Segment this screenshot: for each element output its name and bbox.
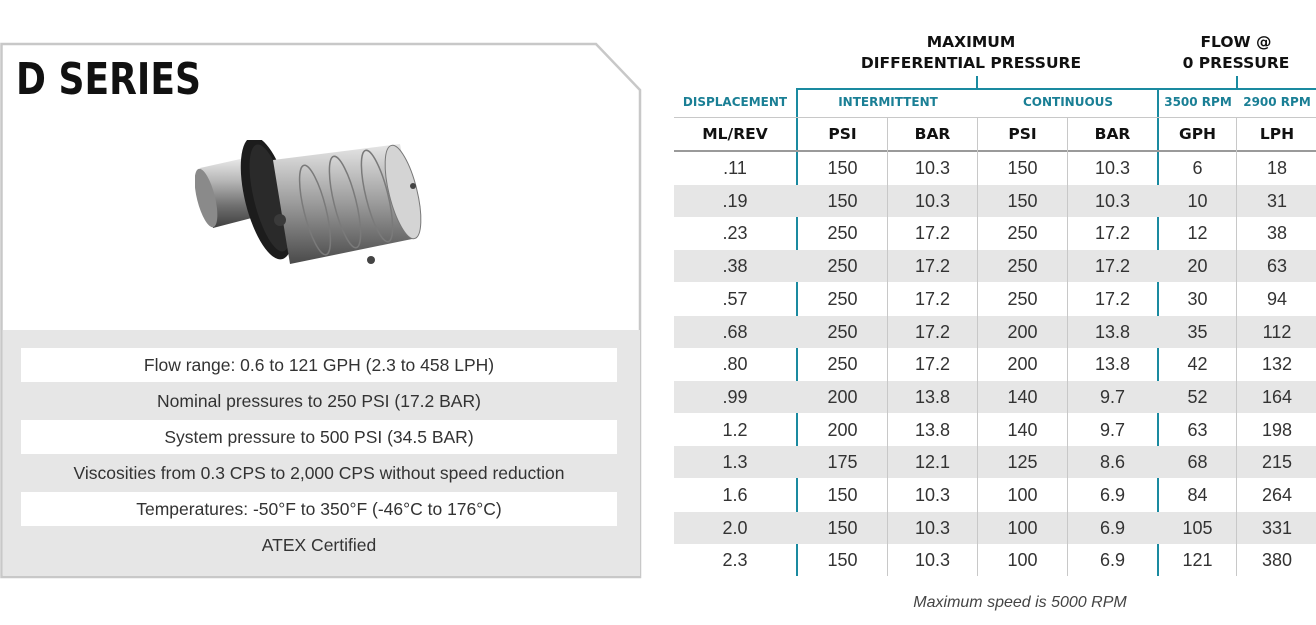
table-row	[674, 348, 1316, 380]
cell-int-bar: 17.2	[914, 321, 951, 342]
cell-cont-bar: 9.7	[1099, 419, 1126, 440]
cell-ml-rev: .23	[722, 223, 748, 244]
cell-gph: 10	[1187, 190, 1208, 211]
cell-cont-psi: 250	[1007, 223, 1038, 244]
cell-cont-bar: 10.3	[1094, 158, 1131, 178]
group-header-max-pressure	[850, 32, 1092, 74]
pump-image	[195, 140, 435, 275]
rule-subheader	[674, 117, 1316, 118]
cell-cont-psi: 100	[1007, 517, 1038, 538]
cell-cont-bar: 17.2	[1094, 288, 1131, 309]
spec-temperature: Temperatures: -50°F to 350°F (-46°C to 176°C)	[21, 492, 617, 526]
subheader-intermittent: INTERMITTENT	[838, 95, 938, 109]
cell-cont-psi: 250	[1007, 288, 1038, 309]
subheader-displacement: DISPLACEMENT	[682, 95, 788, 109]
table-row	[674, 152, 1316, 184]
cell-int-bar: 10.3	[914, 158, 951, 178]
spec-viscosity: Viscosities from 0.3 CPS to 2,000 CPS without speed reduction	[73, 462, 565, 483]
bracket-pressure-tick	[976, 76, 978, 89]
col-head-gph: GPH	[1178, 125, 1217, 143]
cell-lph: 132	[1261, 354, 1293, 375]
table-row	[674, 250, 1316, 282]
cell-int-bar: 10.3	[914, 485, 951, 505]
cell-gph: 6	[1192, 158, 1203, 178]
table-row	[674, 479, 1316, 511]
cell-int-bar: 10.3	[914, 517, 951, 538]
cell-cont-bar: 6.9	[1099, 485, 1126, 505]
spec-flow-range: Flow range: 0.6 to 121 GPH (2.3 to 458 LPH)	[21, 348, 617, 382]
cell-gph: 42	[1187, 354, 1208, 375]
cell-int-psi: 250	[827, 288, 858, 309]
cell-int-psi: 150	[827, 517, 858, 538]
cell-gph: 84	[1187, 485, 1208, 505]
cell-int-psi: 250	[827, 223, 858, 244]
table-row	[674, 544, 1316, 576]
cell-lph: 331	[1261, 517, 1293, 538]
cell-ml-rev: .38	[722, 256, 748, 277]
cell-ml-rev: .68	[722, 321, 748, 342]
cell-gph: 20	[1187, 256, 1208, 277]
cell-lph: 198	[1261, 419, 1293, 440]
cell-int-psi: 200	[827, 386, 858, 407]
cell-int-bar: 12.1	[914, 452, 951, 473]
cell-cont-bar: 8.6	[1099, 452, 1126, 473]
cell-cont-bar: 10.3	[1094, 190, 1131, 211]
col-head-cont-bar: BAR	[1094, 125, 1131, 143]
cell-int-bar: 13.8	[914, 419, 951, 440]
cell-cont-psi: 150	[1007, 158, 1038, 178]
col-separator	[887, 118, 888, 576]
bracket-flow-tick	[1236, 76, 1238, 89]
cell-lph: 31	[1266, 190, 1288, 211]
cell-ml-rev: 1.6	[722, 485, 748, 505]
cell-int-bar: 10.3	[914, 550, 951, 571]
col-separator	[977, 118, 978, 576]
table-row	[674, 414, 1316, 446]
cell-cont-bar: 6.9	[1099, 517, 1126, 538]
cell-cont-psi: 100	[1007, 550, 1038, 571]
col-head-int-bar: BAR	[914, 125, 951, 143]
cell-cont-psi: 100	[1007, 485, 1038, 505]
cell-int-psi: 150	[827, 158, 858, 178]
table-row	[674, 283, 1316, 315]
col-head-cont-psi: PSI	[1008, 125, 1037, 143]
series-title: D SERIES	[16, 54, 201, 105]
cell-cont-bar: 9.7	[1099, 386, 1126, 407]
group-header-line: 0 PRESSURE	[1182, 54, 1290, 72]
cell-cont-psi: 125	[1007, 452, 1038, 473]
cell-int-psi: 175	[827, 452, 858, 473]
cell-int-bar: 17.2	[914, 354, 951, 375]
cell-lph: 18	[1266, 158, 1288, 178]
cell-lph: 264	[1261, 485, 1293, 505]
cell-ml-rev: 2.0	[722, 517, 748, 538]
cell-ml-rev: .99	[722, 386, 748, 407]
cell-ml-rev: .80	[722, 354, 748, 375]
cell-gph: 52	[1187, 386, 1208, 407]
cell-gph: 12	[1187, 223, 1208, 244]
group-header-line: MAXIMUM	[926, 33, 1016, 51]
cell-lph: 63	[1266, 256, 1288, 277]
cell-gph: 35	[1187, 321, 1208, 342]
group-header-line: FLOW @	[1200, 33, 1272, 51]
cell-int-psi: 250	[827, 321, 858, 342]
group-header-line: DIFFERENTIAL PRESSURE	[860, 54, 1082, 72]
spec-system-pressure: System pressure to 500 PSI (34.5 BAR)	[21, 420, 617, 454]
cell-lph: 38	[1266, 223, 1288, 244]
cell-int-psi: 150	[827, 190, 858, 211]
col-separator	[1236, 118, 1237, 576]
cell-cont-psi: 140	[1007, 386, 1038, 407]
cell-ml-rev: .19	[722, 190, 748, 211]
cell-lph: 112	[1262, 321, 1292, 342]
cell-lph: 380	[1261, 550, 1293, 571]
subheader-continuous: CONTINUOUS	[1022, 95, 1114, 109]
cell-gph: 68	[1187, 452, 1208, 473]
cell-cont-psi: 250	[1007, 256, 1038, 277]
cell-cont-psi: 200	[1007, 354, 1038, 375]
footnote: Maximum speed is 5000 RPM	[913, 594, 1127, 611]
cell-gph: 30	[1187, 288, 1208, 309]
col-head-lph: LPH	[1259, 125, 1295, 143]
table-row	[674, 381, 1316, 413]
spec-atex: ATEX Certified	[261, 534, 377, 555]
cell-cont-bar: 13.8	[1094, 321, 1131, 342]
cell-ml-rev: 2.3	[722, 550, 748, 571]
table-row	[674, 217, 1316, 249]
cell-int-psi: 250	[827, 256, 858, 277]
cell-int-psi: 250	[827, 354, 858, 375]
cell-gph: 105	[1182, 517, 1213, 538]
cell-int-psi: 150	[827, 550, 858, 571]
subheader-3500-rpm: 3500 RPM	[1164, 95, 1232, 109]
table-row	[674, 316, 1316, 348]
cell-int-bar: 17.2	[914, 223, 951, 244]
cell-cont-bar: 17.2	[1094, 223, 1131, 244]
cell-int-bar: 10.3	[914, 190, 951, 211]
col-head-ml-rev: ML/REV	[702, 125, 768, 143]
cell-cont-bar: 13.8	[1094, 354, 1131, 375]
cell-cont-psi: 150	[1007, 190, 1038, 211]
cell-cont-bar: 17.2	[1094, 256, 1131, 277]
cell-cont-bar: 6.9	[1099, 550, 1126, 571]
cell-int-psi: 200	[827, 419, 858, 440]
cell-gph: 121	[1182, 550, 1213, 571]
cell-ml-rev: 1.3	[722, 452, 748, 473]
cell-cont-psi: 140	[1007, 419, 1038, 440]
cell-ml-rev: .57	[722, 288, 748, 309]
cell-lph: 215	[1261, 452, 1293, 473]
cell-lph: 164	[1261, 386, 1293, 407]
cell-int-psi: 150	[827, 485, 858, 505]
subheader-2900-rpm: 2900 RPM	[1243, 95, 1311, 109]
cell-int-bar: 13.8	[914, 386, 951, 407]
cell-ml-rev: .11	[723, 158, 747, 178]
cell-cont-psi: 200	[1007, 321, 1038, 342]
table-row	[674, 185, 1316, 217]
cell-int-bar: 17.2	[914, 288, 951, 309]
spec-nominal-pressure: Nominal pressures to 250 PSI (17.2 BAR)	[157, 390, 481, 411]
table-row	[674, 446, 1316, 478]
cell-ml-rev: 1.2	[722, 419, 748, 440]
cell-gph: 63	[1187, 419, 1208, 440]
cell-lph: 94	[1266, 288, 1288, 309]
table-row	[674, 512, 1316, 544]
col-separator	[1067, 118, 1068, 576]
cell-int-bar: 17.2	[914, 256, 951, 277]
col-head-int-psi: PSI	[828, 125, 857, 143]
group-header-flow	[1166, 32, 1306, 74]
